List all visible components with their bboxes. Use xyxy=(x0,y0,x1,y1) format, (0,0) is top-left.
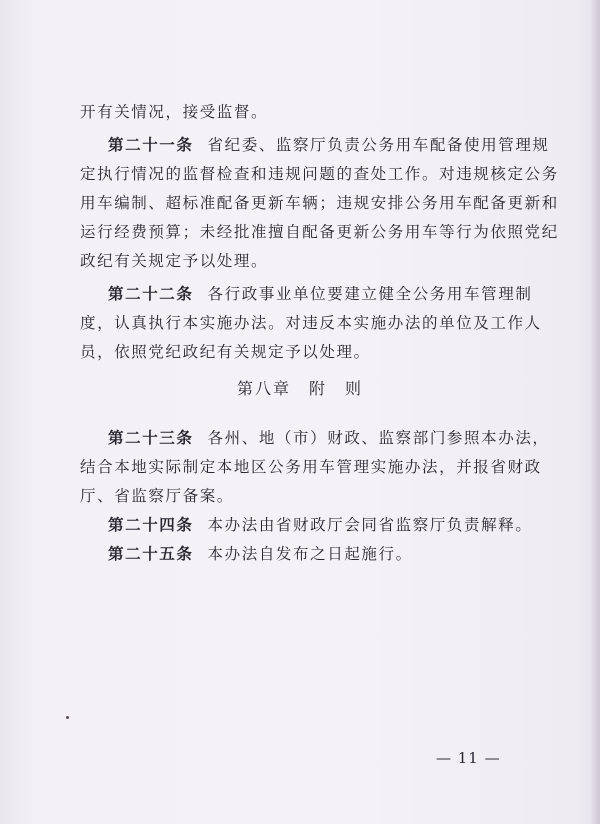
body-text: 省纪委、监察厅负责公务用车配备使用管理规 xyxy=(207,136,550,154)
body-line: 结合本地实际制定本地区公务用车管理实施办法，并报省财政 xyxy=(80,458,542,476)
article-23-first-line xyxy=(108,428,550,448)
article-21-first-line xyxy=(108,135,550,155)
article-25-line xyxy=(108,544,413,564)
body-line: 开有关情况，接受监督。 xyxy=(80,103,269,121)
article-24-heading: 第二十四条 xyxy=(108,515,194,534)
body-line: 政纪有关规定予以处理。 xyxy=(80,252,269,270)
body-line: 用车编制、超标准配备更新车辆；违规安排公务用车配备更新和 xyxy=(80,194,559,212)
article-22-heading: 第二十二条 xyxy=(108,284,194,303)
body-line: 定执行情况的监督检查和违规问题的查处工作。对违规核定公务 xyxy=(80,165,559,183)
scan-speck xyxy=(66,716,69,719)
page-number: — 11 — xyxy=(436,749,501,767)
body-line: 度，认真执行本实施办法。对违反本实施办法的单位及工作人 xyxy=(80,314,542,332)
binding-shadow xyxy=(590,0,600,824)
body-text: 本办法由省财政厅会同省监察厅负责解释。 xyxy=(207,516,533,534)
article-21-heading: 第二十一条 xyxy=(108,135,194,154)
article-22-first-line xyxy=(108,284,532,304)
body-line: 运行经费预算；未经批准擅自配备更新公务用车等行为依照党纪 xyxy=(80,223,559,241)
body-line: 厅、省监察厅备案。 xyxy=(80,487,234,505)
chapter-title: 第八章 附 则 xyxy=(236,379,363,398)
body-text: 各州、地（市）财政、监察部门参照本办法， xyxy=(207,429,550,447)
body-text: 各行政事业单位要建立健全公务用车管理制 xyxy=(207,285,533,303)
body-text: 本办法自发布之日起施行。 xyxy=(207,545,413,563)
body-line: 员，依照党纪政纪有关规定予以处理。 xyxy=(80,343,371,361)
article-24-line xyxy=(108,515,532,535)
article-25-heading: 第二十五条 xyxy=(108,544,194,563)
article-23-heading: 第二十三条 xyxy=(108,428,194,447)
